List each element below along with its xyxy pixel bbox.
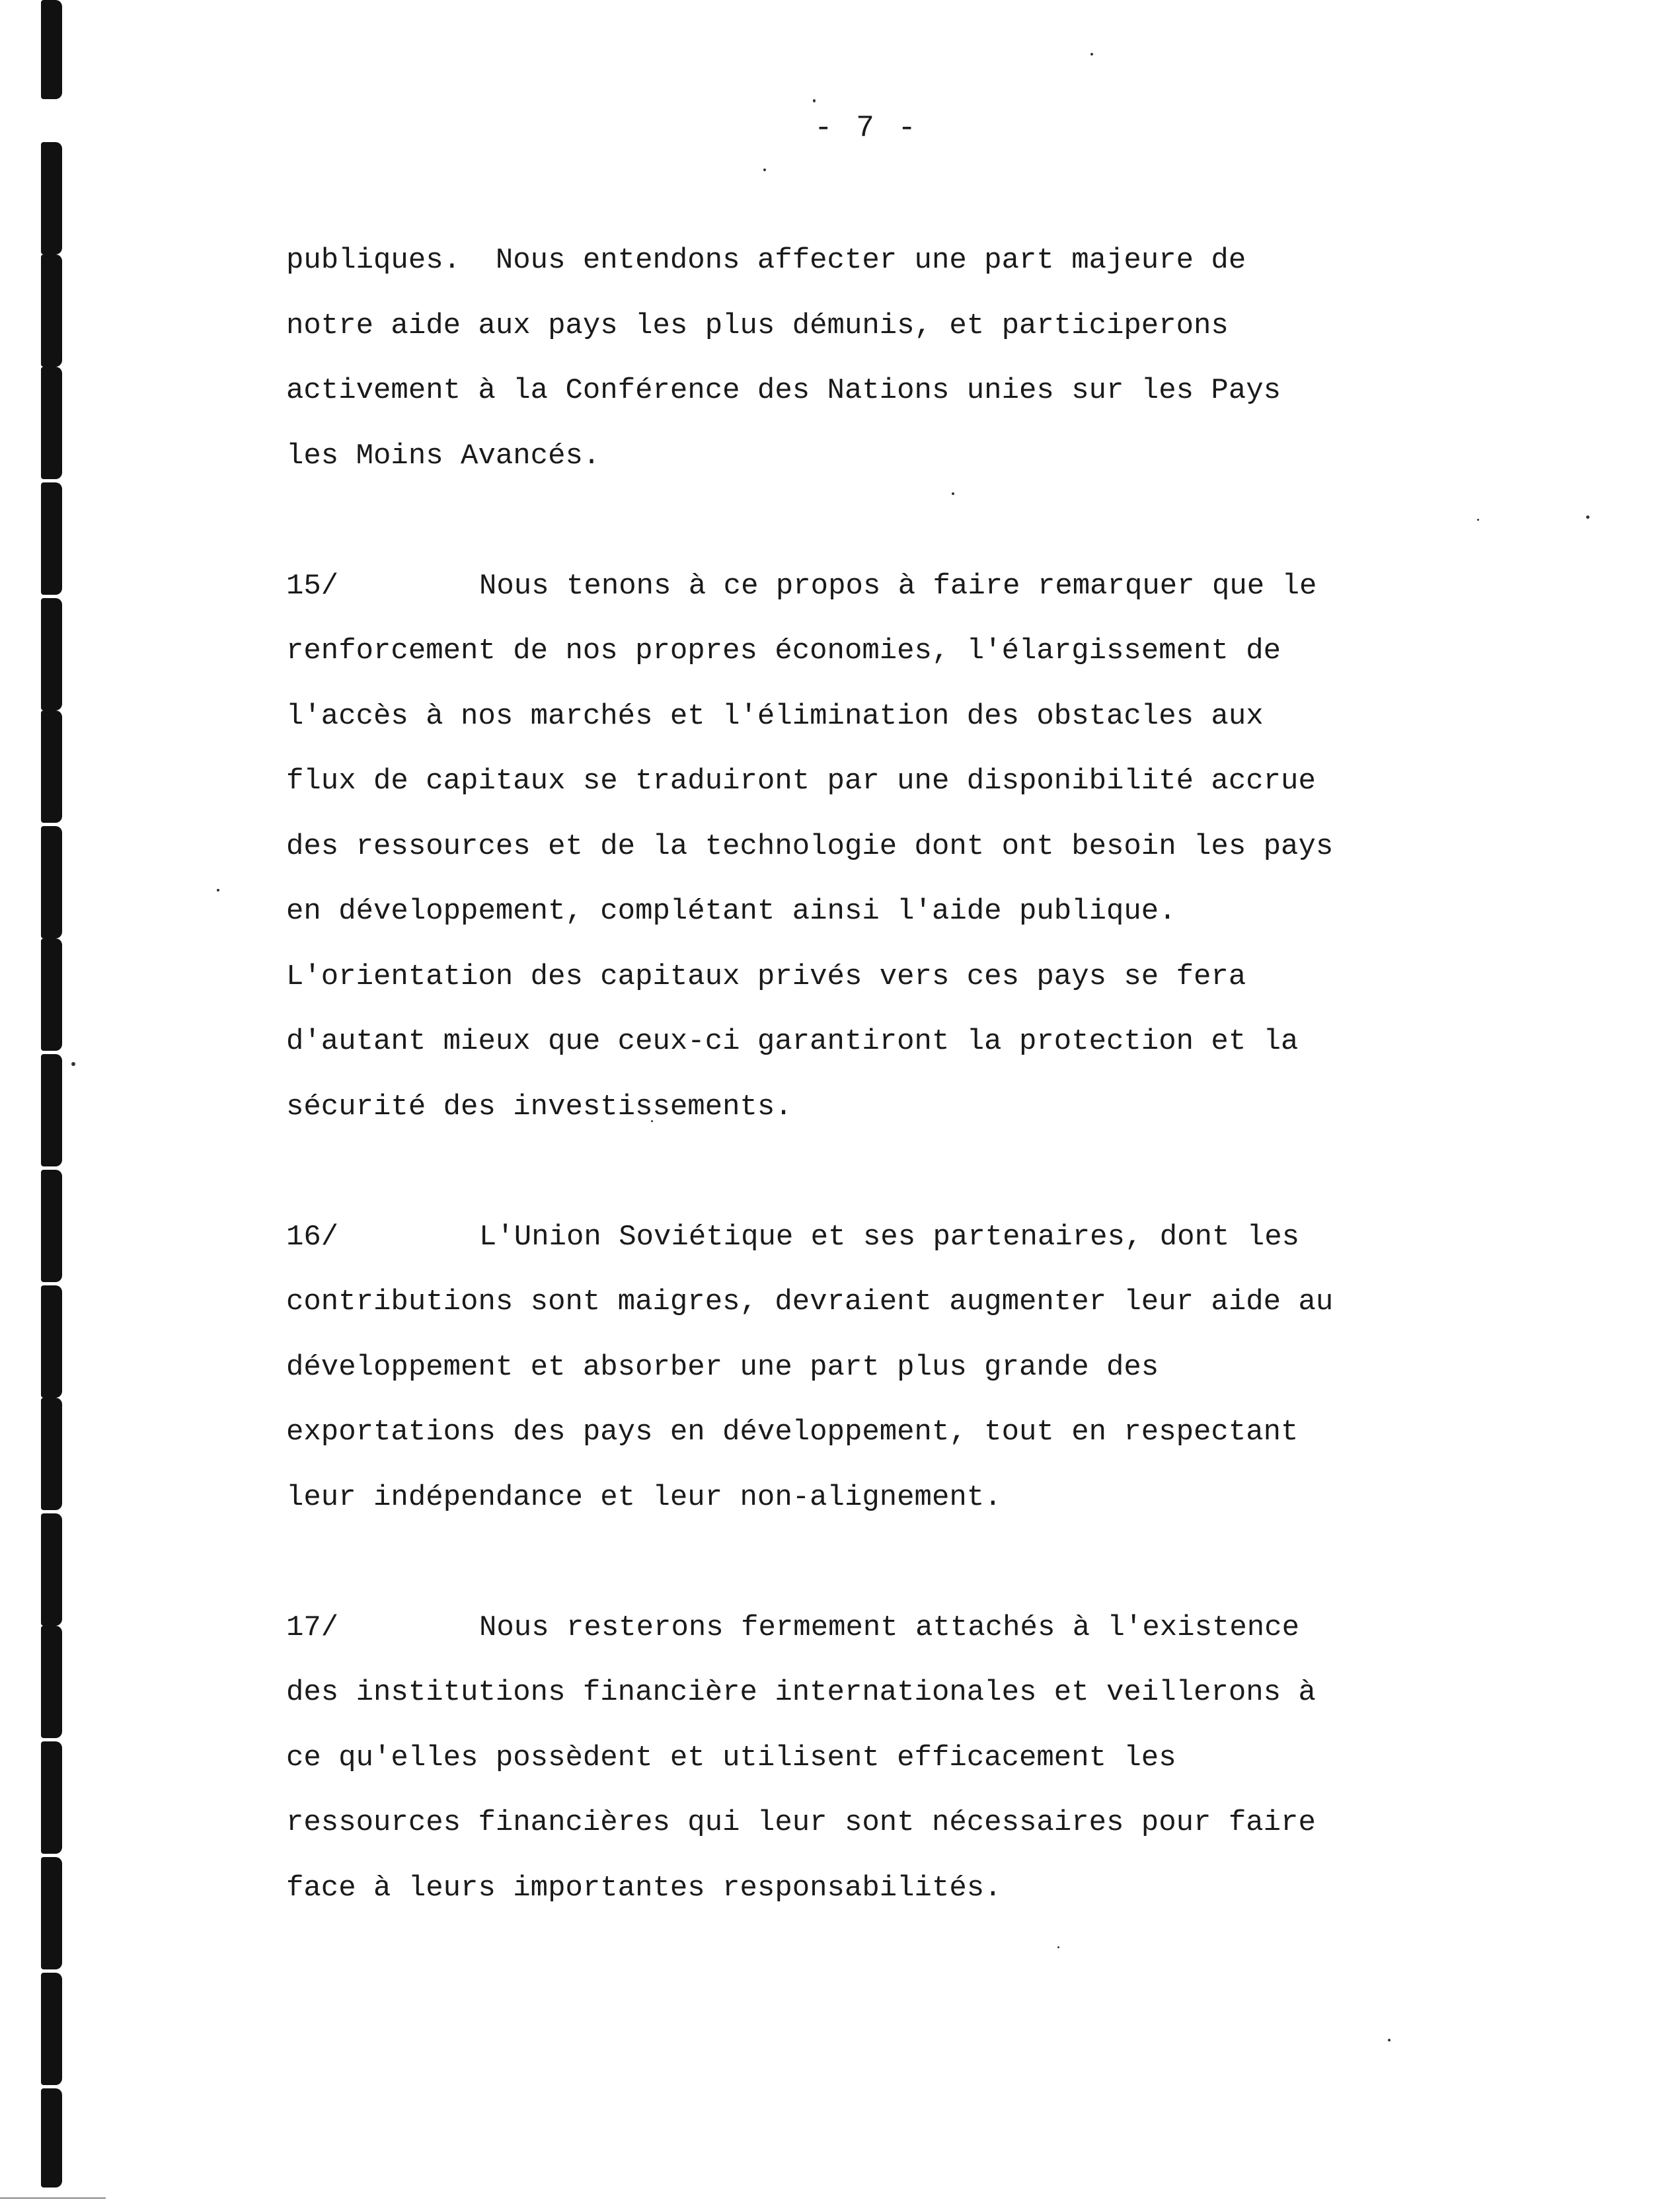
- text-line: [286, 814, 1476, 880]
- text-line: [286, 619, 1476, 684]
- paragraph-number: 16/: [286, 1220, 339, 1254]
- text-line: [286, 1075, 1476, 1140]
- line-text: l'accès à nos marchés et l'élimination des obstacles aux: [286, 699, 1264, 733]
- text-line: [286, 1660, 1476, 1726]
- text-line: [286, 1856, 1476, 1921]
- text-line: [286, 1270, 1476, 1335]
- line-text: d'autant mieux que ceux-ci garantiront la protection et la: [286, 1025, 1299, 1058]
- binder-hole: [41, 0, 62, 99]
- line-text: L'Union Soviétique et ses partenaires, dont les: [479, 1220, 1300, 1254]
- text-line: [286, 1595, 1476, 1661]
- line-text: L'orientation des capitaux privés vers ces pays se fera: [286, 960, 1246, 993]
- line-text: ressources financières qui leur sont nécessaires pour faire: [286, 1806, 1316, 1839]
- line-text: leur indépendance et leur non-alignement.: [286, 1480, 1002, 1514]
- binder-hole: [41, 1857, 62, 1969]
- line-text: activement à la Conférence des Nations unies sur les Pays: [286, 374, 1281, 407]
- binder-hole: [41, 254, 62, 367]
- binder-hole: [41, 482, 62, 595]
- line-text: développement et absorber une part plus grande des: [286, 1350, 1159, 1384]
- line-text: contributions sont maigres, devraient augmenter leur aide au: [286, 1285, 1334, 1318]
- paragraph-spacer: [286, 1530, 1476, 1595]
- line-text: ce qu'elles possèdent et utilisent efficacement les: [286, 1741, 1176, 1774]
- line-text: flux de capitaux se traduiront par une disponibilité accrue: [286, 765, 1316, 798]
- binder-hole: [41, 2088, 62, 2187]
- binder-hole: [41, 1054, 62, 1166]
- text-line: [286, 554, 1476, 619]
- binder-hole: [41, 1626, 62, 1738]
- text-line: [286, 1790, 1476, 1856]
- line-text: Nous tenons à ce propos à faire remarquer que le: [479, 569, 1317, 603]
- page-number: - 7 -: [814, 111, 919, 145]
- text-line: [286, 228, 1476, 293]
- text-line: [286, 1335, 1476, 1400]
- line-text: les Moins Avancés.: [286, 439, 601, 473]
- binder-hole: [41, 1285, 62, 1398]
- text-line: [286, 944, 1476, 1010]
- text-line: [286, 1465, 1476, 1531]
- line-text: en développement, complétant ainsi l'aide publique.: [286, 895, 1176, 928]
- line-text: des ressources et de la technologie dont ont besoin les pays: [286, 829, 1334, 863]
- text-line: [286, 358, 1476, 424]
- line-text: renforcement de nos propres économies, l'élargissement de: [286, 634, 1281, 667]
- text-line: [286, 424, 1476, 489]
- text-line: [286, 749, 1476, 814]
- document-body: [286, 228, 1476, 1921]
- paragraph-number: 15/: [286, 569, 339, 603]
- binder-hole: [41, 1973, 62, 2085]
- text-line: [286, 1400, 1476, 1465]
- binder-hole: [41, 142, 62, 254]
- text-line: [286, 1726, 1476, 1791]
- binder-hole: [41, 826, 62, 938]
- line-text: Nous resterons fermement attachés à l'existence: [479, 1611, 1300, 1644]
- binder-hole: [41, 938, 62, 1051]
- text-line: [286, 1009, 1476, 1075]
- paragraph-number: 17/: [286, 1611, 339, 1644]
- binder-hole: [41, 598, 62, 710]
- line-text: publiques. Nous entendons affecter une part majeure de: [286, 244, 1246, 277]
- paragraph-spacer: [286, 1139, 1476, 1205]
- line-text: exportations des pays en développement, tout en respectant: [286, 1416, 1299, 1449]
- text-line: [286, 1205, 1476, 1270]
- binder-hole: [41, 367, 62, 479]
- binder-hole: [41, 1741, 62, 1854]
- text-line: [286, 293, 1476, 359]
- line-text: des institutions financière internationales et veillerons à: [286, 1676, 1316, 1709]
- binder-hole: [41, 1513, 62, 1626]
- binder-hole: [41, 710, 62, 823]
- binder-hole: [41, 1170, 62, 1282]
- line-text: notre aide aux pays les plus démunis, et participerons: [286, 309, 1229, 342]
- binder-hole: [41, 1398, 62, 1510]
- line-text: sécurité des investissements.: [286, 1090, 792, 1123]
- line-text: face à leurs importantes responsabilités.: [286, 1871, 1002, 1905]
- text-line: [286, 879, 1476, 944]
- scan-edge-line: [0, 2197, 106, 2199]
- binder-holes: [41, 0, 67, 2206]
- paragraph-spacer: [286, 488, 1476, 554]
- text-line: [286, 684, 1476, 749]
